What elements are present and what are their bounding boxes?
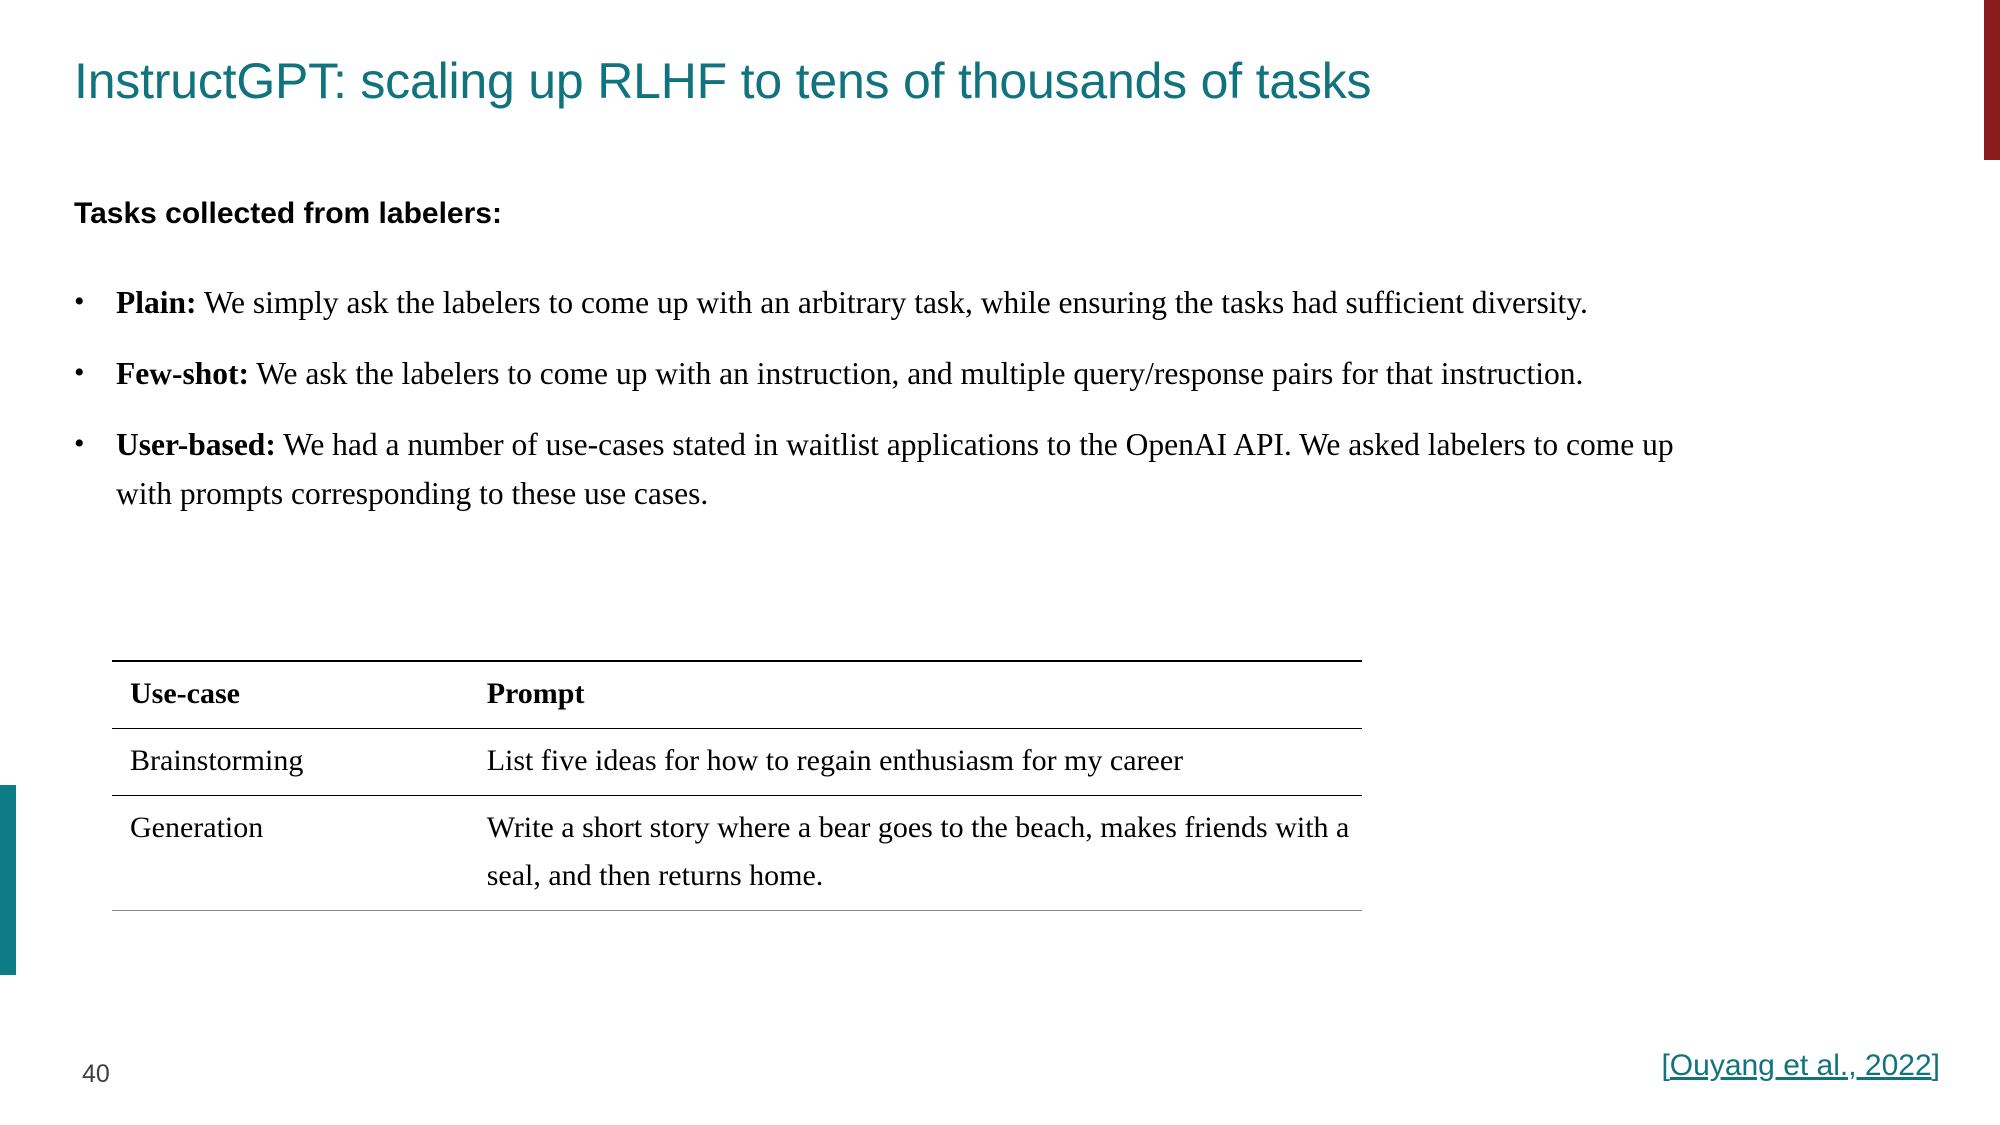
list-item (74, 278, 1714, 327)
bullet-dot-icon: • (74, 427, 85, 460)
use-case-prompt-table (112, 660, 1362, 911)
list-item-text (116, 349, 1583, 398)
table-row (112, 729, 1362, 796)
list-item-body: We had a number of use-cases stated in waitlist applications to the OpenAI API. We asked labelers to come up with prompts corresponding to these use cases. (116, 427, 1674, 511)
list-item (74, 349, 1714, 398)
citation-link[interactable]: Ouyang et al., 2022 (1669, 1049, 1932, 1082)
cell-prompt: Write a short story where a bear goes to the beach, makes friends with a seal, and then returns home. (477, 796, 1362, 911)
table-row (112, 796, 1362, 911)
list-item-text (116, 278, 1588, 327)
cell-use-case: Brainstorming (112, 729, 477, 796)
decorative-accent-bar-right (1984, 0, 2000, 160)
cell-use-case: Generation (112, 796, 477, 911)
use-case-table-container (112, 660, 1362, 911)
list-item-body: We simply ask the labelers to come up with an arbitrary task, while ensuring the tasks had sufficient diversity. (196, 285, 1588, 320)
list-item-label: User-based: (116, 427, 276, 462)
bullet-dot-icon: • (74, 285, 85, 318)
page-number: 40 (82, 1060, 110, 1088)
bullet-list (74, 278, 1714, 540)
table-header-row (112, 661, 1362, 729)
section-subheading: Tasks collected from labelers: (74, 197, 502, 230)
page-title: InstructGPT: scaling up RLHF to tens of thousands of tasks (74, 53, 1372, 109)
list-item-label: Plain: (116, 285, 197, 320)
column-header-use-case: Use-case (112, 661, 477, 729)
cell-prompt: List five ideas for how to regain enthusiasm for my career (477, 729, 1362, 796)
table-body (112, 729, 1362, 911)
list-item-label: Few-shot: (116, 356, 249, 391)
decorative-accent-bar-left (0, 785, 16, 975)
list-item-body: We ask the labelers to come up with an instruction, and multiple query/response pairs for that instruction. (248, 356, 1584, 391)
list-item-text (116, 420, 1714, 518)
citation (1661, 1049, 1940, 1083)
citation-close-bracket: ] (1931, 1049, 1940, 1082)
column-header-prompt: Prompt (477, 661, 1362, 729)
table-header (112, 661, 1362, 729)
citation-open-bracket: [ (1661, 1049, 1670, 1082)
list-item (74, 420, 1714, 518)
bullet-dot-icon: • (74, 356, 85, 389)
